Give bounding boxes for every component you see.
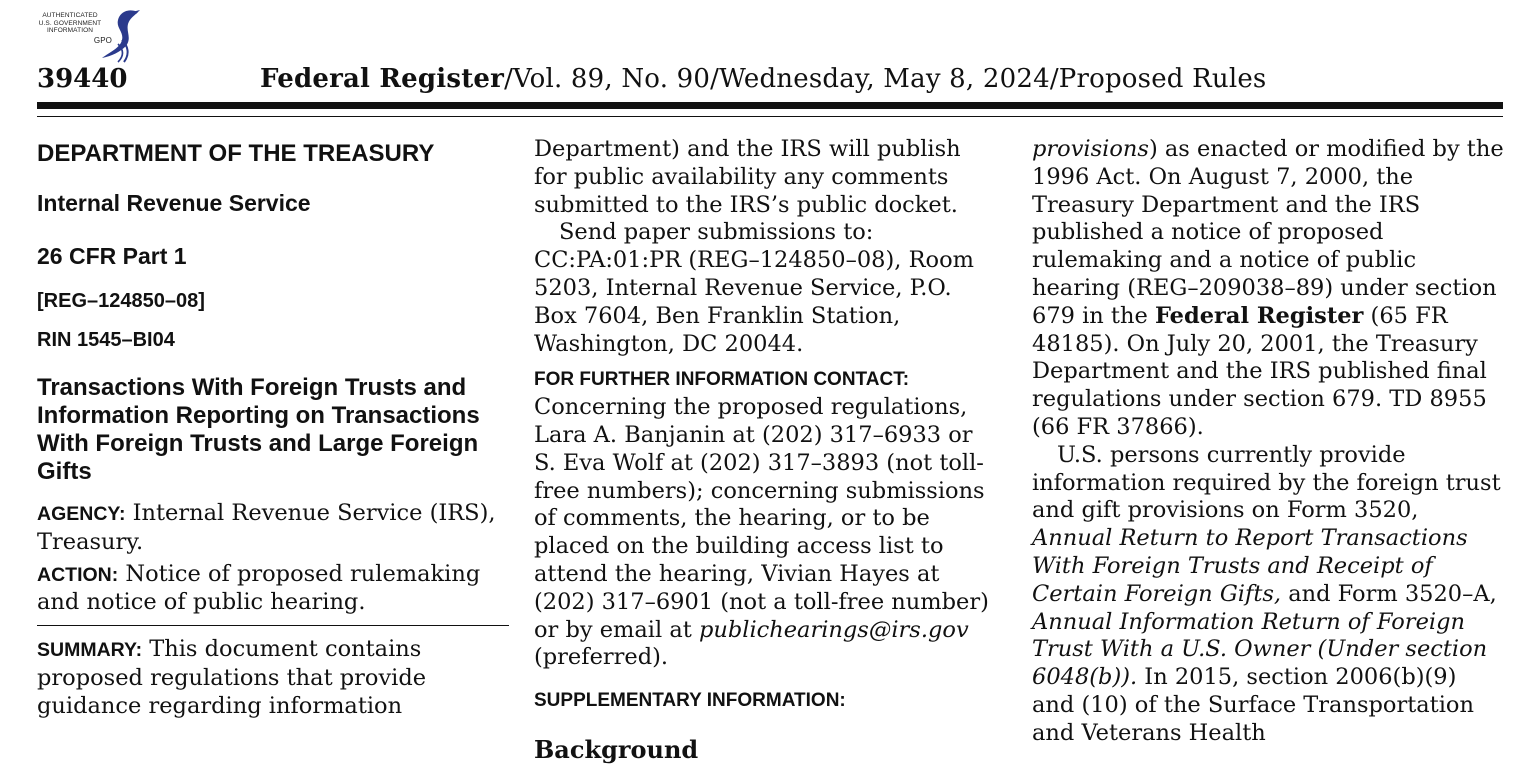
summary-text: This document contains proposed regulations that provide guidance regarding information xyxy=(37,636,427,719)
history-text-b: (65 FR 48185). On July 20, 2001, the Treasury Department and the IRS published final regulations under section 679. TD 8955 (66 FR 37866). xyxy=(1032,302,1487,440)
paper-submissions-paragraph: Send paper submissions to: CC:PA:01:PR (REG–124850–08), Room 5203, Internal Revenue Service, P.O. Box 7604, Ben Franklin Station, Washington, DC 20044. xyxy=(534,219,974,357)
department-heading: DEPARTMENT OF THE TREASURY xyxy=(37,140,435,167)
forms-text-a: U.S. persons currently provide information required by the foreign trust and gift provisions on Form 3520, xyxy=(1032,441,1501,524)
summary-paragraph xyxy=(37,636,509,720)
agency-label: AGENCY: xyxy=(37,503,126,525)
header-rule-thin xyxy=(37,116,1503,117)
provisions-italic: provisions xyxy=(1032,136,1149,162)
history-text-a: ) as enacted or modified by the 1996 Act. On August 7, 2000, the Treasury Department and the IRS published a notice of proposed rulemaking and a notice of public hearing (REG–209038–89) under section 679 in the xyxy=(1032,136,1504,329)
agency-text: Internal Revenue Service (IRS), Treasury. xyxy=(37,500,496,555)
agency-heading: Internal Revenue Service xyxy=(37,190,311,216)
supplementary-heading-paragraph xyxy=(534,686,994,715)
action-paragraph xyxy=(37,561,509,618)
forms-paragraph xyxy=(1032,442,1504,748)
rule-title: Transactions With Foreign Trusts and Information Reporting on Transactions With Foreign Trusts and Large Foreign Gifts xyxy=(37,374,480,485)
header-citation: Federal Register/Vol. 89, No. 90/Wednesday, May 8, 2024/Proposed Rules xyxy=(260,64,1267,94)
action-text: Notice of proposed rulemaking and notice of public hearing. xyxy=(37,560,481,616)
forms-text-b: and Form 3520–A, xyxy=(1281,580,1497,607)
section-divider xyxy=(37,625,509,626)
stamp-line: GPO xyxy=(93,35,112,45)
rin-number: RIN 1545–BI04 xyxy=(37,329,175,351)
header-rule-thick xyxy=(37,102,1503,109)
page-number: 39440 xyxy=(37,64,128,94)
contact-email-link[interactable]: publichearings@irs.gov xyxy=(698,616,969,643)
background-heading: Background xyxy=(534,734,699,764)
forms-text-c: In 2015, section 2006(b)(9) and (10) of the Surface Transportation and Veterans Health xyxy=(1032,664,1474,746)
stamp-line: U.S. GOVERNMENT xyxy=(38,19,102,27)
section-name: Proposed Rules xyxy=(1058,64,1267,94)
history-paragraph xyxy=(1032,136,1504,442)
action-label: ACTION: xyxy=(37,563,119,586)
docket-number: [REG–124850–08] xyxy=(37,290,205,312)
volume-info: Vol. 89, No. 90 xyxy=(513,64,711,94)
eagle-icon xyxy=(98,6,142,64)
contact-tail: (preferred). xyxy=(534,644,669,671)
agency-paragraph xyxy=(37,500,509,557)
stamp-line: AUTHENTICATED xyxy=(42,12,98,19)
column-2 xyxy=(534,136,994,764)
contact-text: Concerning the proposed regulations, Lara A. Banjanin at (202) 317–6933 or S. Eva Wolf at (202) 317–3893 (not toll-free numbers); concerning submissions of comments, the hearing, or to be placed on the building access list to attend the hearing, Vivian Hayes at (202) 317–6901 (not a toll-free number) or by email at xyxy=(534,394,989,643)
issue-date: Wednesday, May 8, 2024 xyxy=(719,64,1050,94)
contact-label: FOR FURTHER INFORMATION CONTACT: xyxy=(534,369,910,391)
stamp-line: INFORMATION xyxy=(46,27,94,34)
supplementary-label: SUPPLEMENTARY INFORMATION: xyxy=(534,690,846,712)
form-3520-title: Annual Return to Report Transactions With Foreign Trusts and Receipt of Certain Foreign Gifts, xyxy=(1032,525,1468,607)
cfr-heading: 26 CFR Part 1 xyxy=(37,243,187,269)
gpo-authentication-logo xyxy=(28,6,143,64)
column-3 xyxy=(1032,136,1504,748)
form-3520a-title: Annual Information Return of Foreign Trust With a U.S. Owner (Under section 6048(b)). xyxy=(1032,608,1488,691)
docket-paragraph: Department) and the IRS will publish for public availability any comments submitted to the IRS’s public docket. xyxy=(534,136,961,218)
summary-label: SUMMARY: xyxy=(37,639,143,662)
running-header xyxy=(37,61,1503,101)
publication-name: Federal Register xyxy=(260,64,505,94)
contact-paragraph xyxy=(534,365,994,672)
column-1 xyxy=(37,136,509,721)
federal-register-bold: Federal Register xyxy=(1154,302,1364,329)
